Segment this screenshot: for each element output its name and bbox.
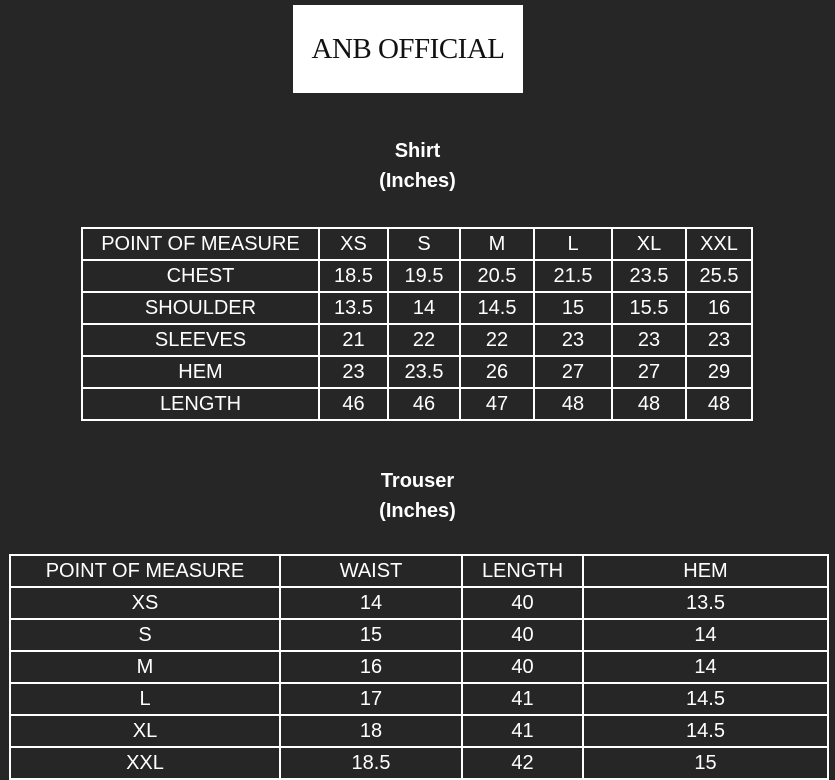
shirt-value-cell: 20.5: [460, 260, 534, 292]
shirt-header-cell: POINT OF MEASURE: [82, 228, 319, 260]
shirt-value-cell: 48: [686, 388, 752, 420]
trouser-heading: [0, 466, 835, 526]
shirt-row-label: LENGTH: [82, 388, 319, 420]
trouser-value-cell: 41: [462, 715, 583, 747]
shirt-table-row: [82, 260, 752, 292]
shirt-value-cell: 15.5: [612, 292, 686, 324]
shirt-row-label: HEM: [82, 356, 319, 388]
shirt-value-cell: 22: [460, 324, 534, 356]
trouser-row-label: L: [10, 683, 280, 715]
trouser-header-cell: LENGTH: [462, 555, 583, 587]
shirt-header-cell: XXL: [686, 228, 752, 260]
shirt-value-cell: 27: [612, 356, 686, 388]
trouser-row-label: XL: [10, 715, 280, 747]
shirt-row-label: SLEEVES: [82, 324, 319, 356]
trouser-row-label: XXL: [10, 747, 280, 779]
trouser-value-cell: 42: [462, 747, 583, 779]
trouser-value-cell: 16: [280, 651, 462, 683]
shirt-value-cell: 23: [319, 356, 388, 388]
trouser-value-cell: 41: [462, 683, 583, 715]
shirt-table-row: [82, 324, 752, 356]
trouser-value-cell: 40: [462, 587, 583, 619]
shirt-value-cell: 23: [612, 324, 686, 356]
trouser-value-cell: 15: [583, 747, 828, 779]
trouser-value-cell: 18.5: [280, 747, 462, 779]
trouser-value-cell: 13.5: [583, 587, 828, 619]
trouser-value-cell: 15: [280, 619, 462, 651]
shirt-value-cell: 14.5: [460, 292, 534, 324]
shirt-value-cell: 48: [534, 388, 612, 420]
trouser-header-row: [10, 555, 828, 587]
trouser-table-row: [10, 715, 828, 747]
trouser-table-row: [10, 651, 828, 683]
shirt-header-cell: M: [460, 228, 534, 260]
brand-logo-text: ANB OFFICIAL: [311, 32, 505, 65]
trouser-unit: (Inches): [379, 500, 456, 522]
shirt-value-cell: 18.5: [319, 260, 388, 292]
trouser-value-cell: 14: [280, 587, 462, 619]
shirt-value-cell: 46: [319, 388, 388, 420]
shirt-unit: (Inches): [379, 170, 456, 192]
shirt-table-row: [82, 388, 752, 420]
shirt-value-cell: 23: [686, 324, 752, 356]
trouser-value-cell: 14: [583, 619, 828, 651]
shirt-header-cell: XS: [319, 228, 388, 260]
trouser-row-label: M: [10, 651, 280, 683]
trouser-row-label: S: [10, 619, 280, 651]
shirt-value-cell: 13.5: [319, 292, 388, 324]
shirt-value-cell: 23.5: [388, 356, 460, 388]
shirt-value-cell: 22: [388, 324, 460, 356]
shirt-value-cell: 27: [534, 356, 612, 388]
trouser-table-row: [10, 747, 828, 779]
shirt-value-cell: 25.5: [686, 260, 752, 292]
shirt-table-row: [82, 356, 752, 388]
trouser-table-row: [10, 683, 828, 715]
shirt-value-cell: 47: [460, 388, 534, 420]
trouser-value-cell: 18: [280, 715, 462, 747]
trouser-value-cell: 17: [280, 683, 462, 715]
shirt-value-cell: 46: [388, 388, 460, 420]
shirt-value-cell: 15: [534, 292, 612, 324]
shirt-header-row: [82, 228, 752, 260]
brand-logo: [293, 5, 523, 93]
shirt-header-cell: L: [534, 228, 612, 260]
shirt-value-cell: 23: [534, 324, 612, 356]
shirt-header-cell: XL: [612, 228, 686, 260]
shirt-value-cell: 29: [686, 356, 752, 388]
shirt-value-cell: 48: [612, 388, 686, 420]
trouser-value-cell: 40: [462, 619, 583, 651]
trouser-row-label: XS: [10, 587, 280, 619]
trouser-value-cell: 14.5: [583, 683, 828, 715]
shirt-value-cell: 21.5: [534, 260, 612, 292]
trouser-table-row: [10, 587, 828, 619]
shirt-header-cell: S: [388, 228, 460, 260]
trouser-value-cell: 14: [583, 651, 828, 683]
shirt-row-label: SHOULDER: [82, 292, 319, 324]
shirt-value-cell: 16: [686, 292, 752, 324]
shirt-row-label: CHEST: [82, 260, 319, 292]
trouser-header-cell: WAIST: [280, 555, 462, 587]
trouser-size-table: [9, 554, 829, 780]
shirt-value-cell: 21: [319, 324, 388, 356]
trouser-value-cell: 40: [462, 651, 583, 683]
shirt-value-cell: 14: [388, 292, 460, 324]
trouser-header-cell: HEM: [583, 555, 828, 587]
shirt-value-cell: 26: [460, 356, 534, 388]
trouser-header-cell: POINT OF MEASURE: [10, 555, 280, 587]
shirt-value-cell: 23.5: [612, 260, 686, 292]
shirt-heading: [0, 136, 835, 196]
trouser-title: Trouser: [380, 470, 455, 492]
shirt-size-table: [81, 227, 753, 421]
trouser-table-row: [10, 619, 828, 651]
shirt-table-row: [82, 292, 752, 324]
shirt-value-cell: 19.5: [388, 260, 460, 292]
shirt-title: Shirt: [394, 140, 441, 162]
trouser-value-cell: 14.5: [583, 715, 828, 747]
